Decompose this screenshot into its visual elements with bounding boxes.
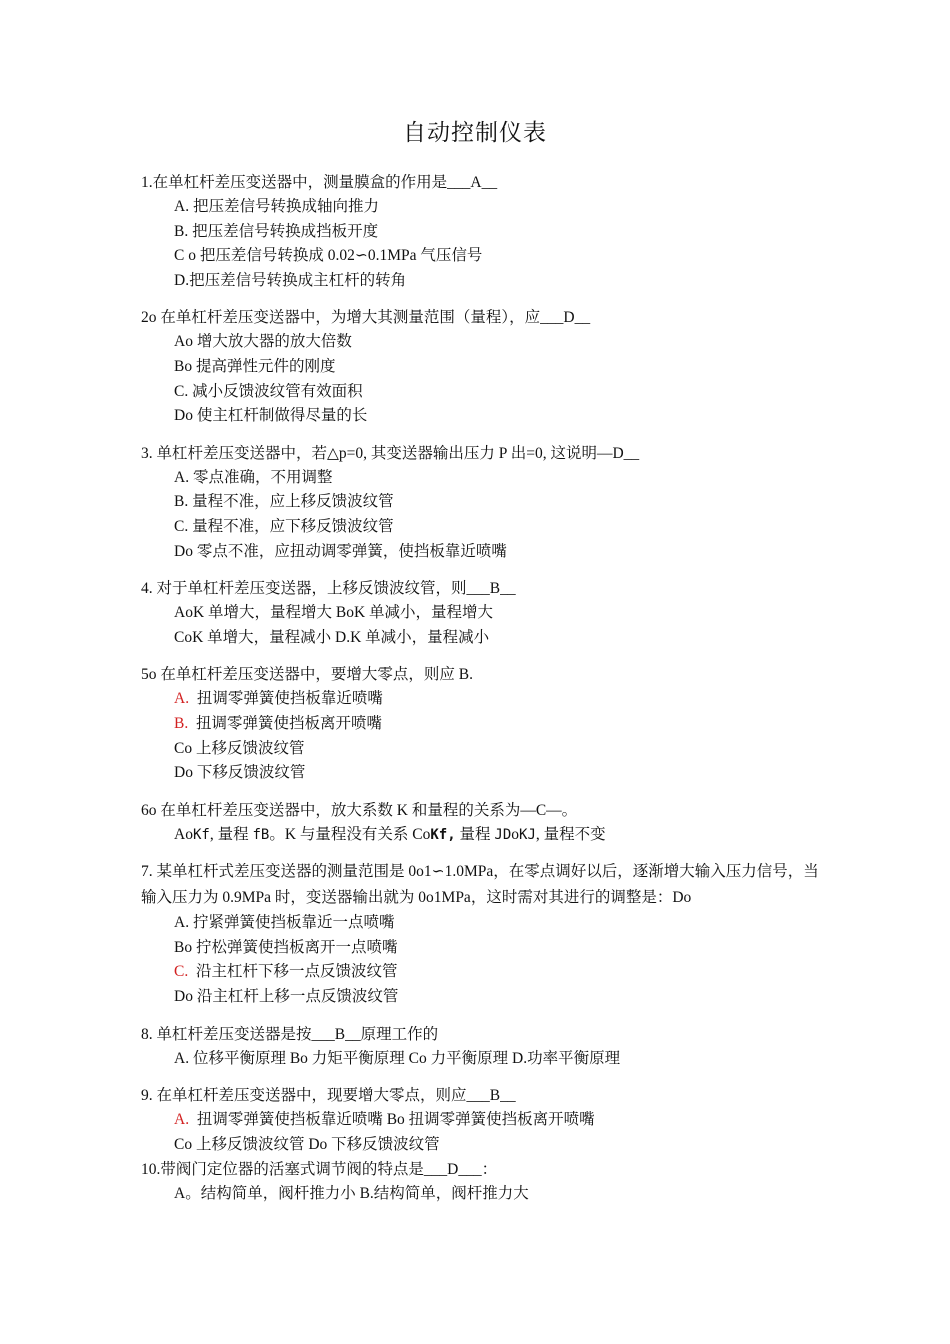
option-line-1: A。结构简单，阀杆推力小 B.结构简单，阀杆推力大 [174,1185,529,1203]
question-1-stem: 1.在单杠杆差压变送器中，测量膜盒的作用是___A__ [141,174,498,191]
option-c: C o 把压差信号转换成 0.02∽0.1MPa 气压信号 [174,247,483,265]
option-c: C. 量程不准，应下移反馈波纹管 [174,517,394,535]
text-run: o [511,825,520,843]
option-d: D.把压差信号转换成主杠杆的转角 [174,271,407,289]
document-title: 自动控制仪表 [403,120,547,145]
option-line-1 [174,823,821,848]
question-6-options [141,823,821,848]
formula-run: KJ [519,826,536,843]
option-a: A. 把压差信号转换成轴向推力 [174,198,379,215]
option-text: 沿主杠杆下移一点反馈波纹管 [195,963,398,981]
question-5-stem: 5o 在单杠杆差压变送器中，要增大零点，则应 B. [141,666,473,684]
option-b: Bo 拧松弹簧使挡板离开一点喷嘴 [174,938,398,956]
option-line-2: CoK 单增大，量程减小 D.K 单减小，量程减小 [174,628,490,646]
question-1-options [141,195,821,293]
question-1 [141,170,821,293]
question-3-stem: 3. 单杠杆差压变送器中，若△p=0, 其变送器输出压力 P 出=0, 这说明—D__ [141,444,640,462]
question-5 [141,662,821,785]
question-9-options [141,1108,821,1157]
option-c: Co 上移反馈波纹管 [174,739,305,757]
option-d: Do 下移反馈波纹管 [174,764,306,782]
option-c [174,960,821,985]
question-7 [141,859,821,1009]
text-run: 。K 与量程没有关系 Co [269,825,431,843]
option-d: Do 使主杠杆制做得尽量的长 [174,407,368,425]
option-line-1: AoK 单增大，量程增大 BoK 单减小，量程增大 [174,604,494,622]
option-b: B. 量程不准，应上移反馈波纹管 [174,493,394,511]
option-letter: A. [174,1111,190,1129]
question-9-stem: 9. 在单杠杆差压变送器中，现要增大零点，则应___B__ [141,1087,516,1105]
text-run: Ao [174,825,193,843]
question-6-stem: 6o 在单杠杆差压变送器中，放大系数 K 和量程的关系为—C—。 [141,801,578,819]
text-run: , 量程 [209,825,253,843]
question-7-stem: 7. 某单杠杆式差压变送器的测量范围是 0o1∽1.0MPa，在零点调好以后，逐渐增大输入压力信号，当输入压力为 0.9MPa 时，变送器输出就为 0o1MPa，这时需对其进行的调整是：Do [141,863,819,907]
question-8-stem: 8. 单杠杆差压变送器是按___B__原理工作的 [141,1025,439,1043]
text-run: , 量程不变 [535,825,606,843]
option-letter: C. [174,963,189,981]
option-b: Bo 提高弹性元件的刚度 [174,357,336,375]
question-7-options [141,911,821,1009]
formula-run: Kf [192,826,210,843]
option-letter: B. [174,714,189,732]
option-line-1: A. 位移平衡原理 Bo 力矩平衡原理 Co 力平衡原理 D.功率平衡原理 [174,1049,621,1067]
option-b [174,712,821,737]
question-8 [141,1022,821,1072]
question-list [141,170,821,1207]
question-2-stem: 2o 在单杠杆差压变送器中，为增大其测量范围（量程），应___D__ [141,309,591,327]
option-d: Do 沿主杠杆上移一点反馈波纹管 [174,988,399,1006]
formula-run: Kf, [430,826,456,843]
option-letter: A. [174,690,190,708]
option-a: Ao 增大放大器的放大倍数 [174,333,352,351]
option-line-1 [174,1108,821,1133]
option-a: A. 零点准确，不用调整 [174,468,333,486]
question-8-options [141,1047,821,1072]
option-text: 扭调零弹簧使挡板靠近喷嘴 Bo 扭调零弹簧使挡板离开喷嘴 [196,1111,595,1129]
question-6 [141,798,821,848]
option-c: C. 减小反馈波纹管有效面积 [174,382,363,400]
question-2 [141,305,821,428]
option-line-2: Co 上移反馈波纹管 Do 下移反馈波纹管 [174,1135,440,1153]
option-text: 扭调零弹簧使挡板靠近喷嘴 [196,690,383,708]
question-4 [141,576,821,650]
question-4-options [141,601,821,650]
question-9 [141,1083,821,1157]
question-3-options [141,466,821,564]
question-3 [141,441,821,564]
formula-run: fB [252,826,270,843]
question-5-options [141,687,821,785]
question-10-options [141,1182,821,1207]
option-d: Do 零点不准，应扭动调零弹簧，使挡板靠近喷嘴 [174,542,507,560]
question-2-options [141,330,821,428]
question-4-stem: 4. 对于单杠杆差压变送器，上移反馈波纹管，则___B__ [141,580,516,598]
text-run: 量程 [455,825,495,843]
question-10-stem: 10.带阀门定位器的活塞式调节阀的特点是___D___： [141,1161,498,1179]
option-a [174,687,821,712]
option-text: 扭调零弹簧使挡板离开喷嘴 [195,714,382,732]
formula-run: JD [494,826,512,843]
question-10 [141,1157,821,1207]
option-a: A. 拧紧弹簧使挡板靠近一点喷嘴 [174,914,395,932]
option-b: B. 把压差信号转换成挡板开度 [174,222,379,240]
